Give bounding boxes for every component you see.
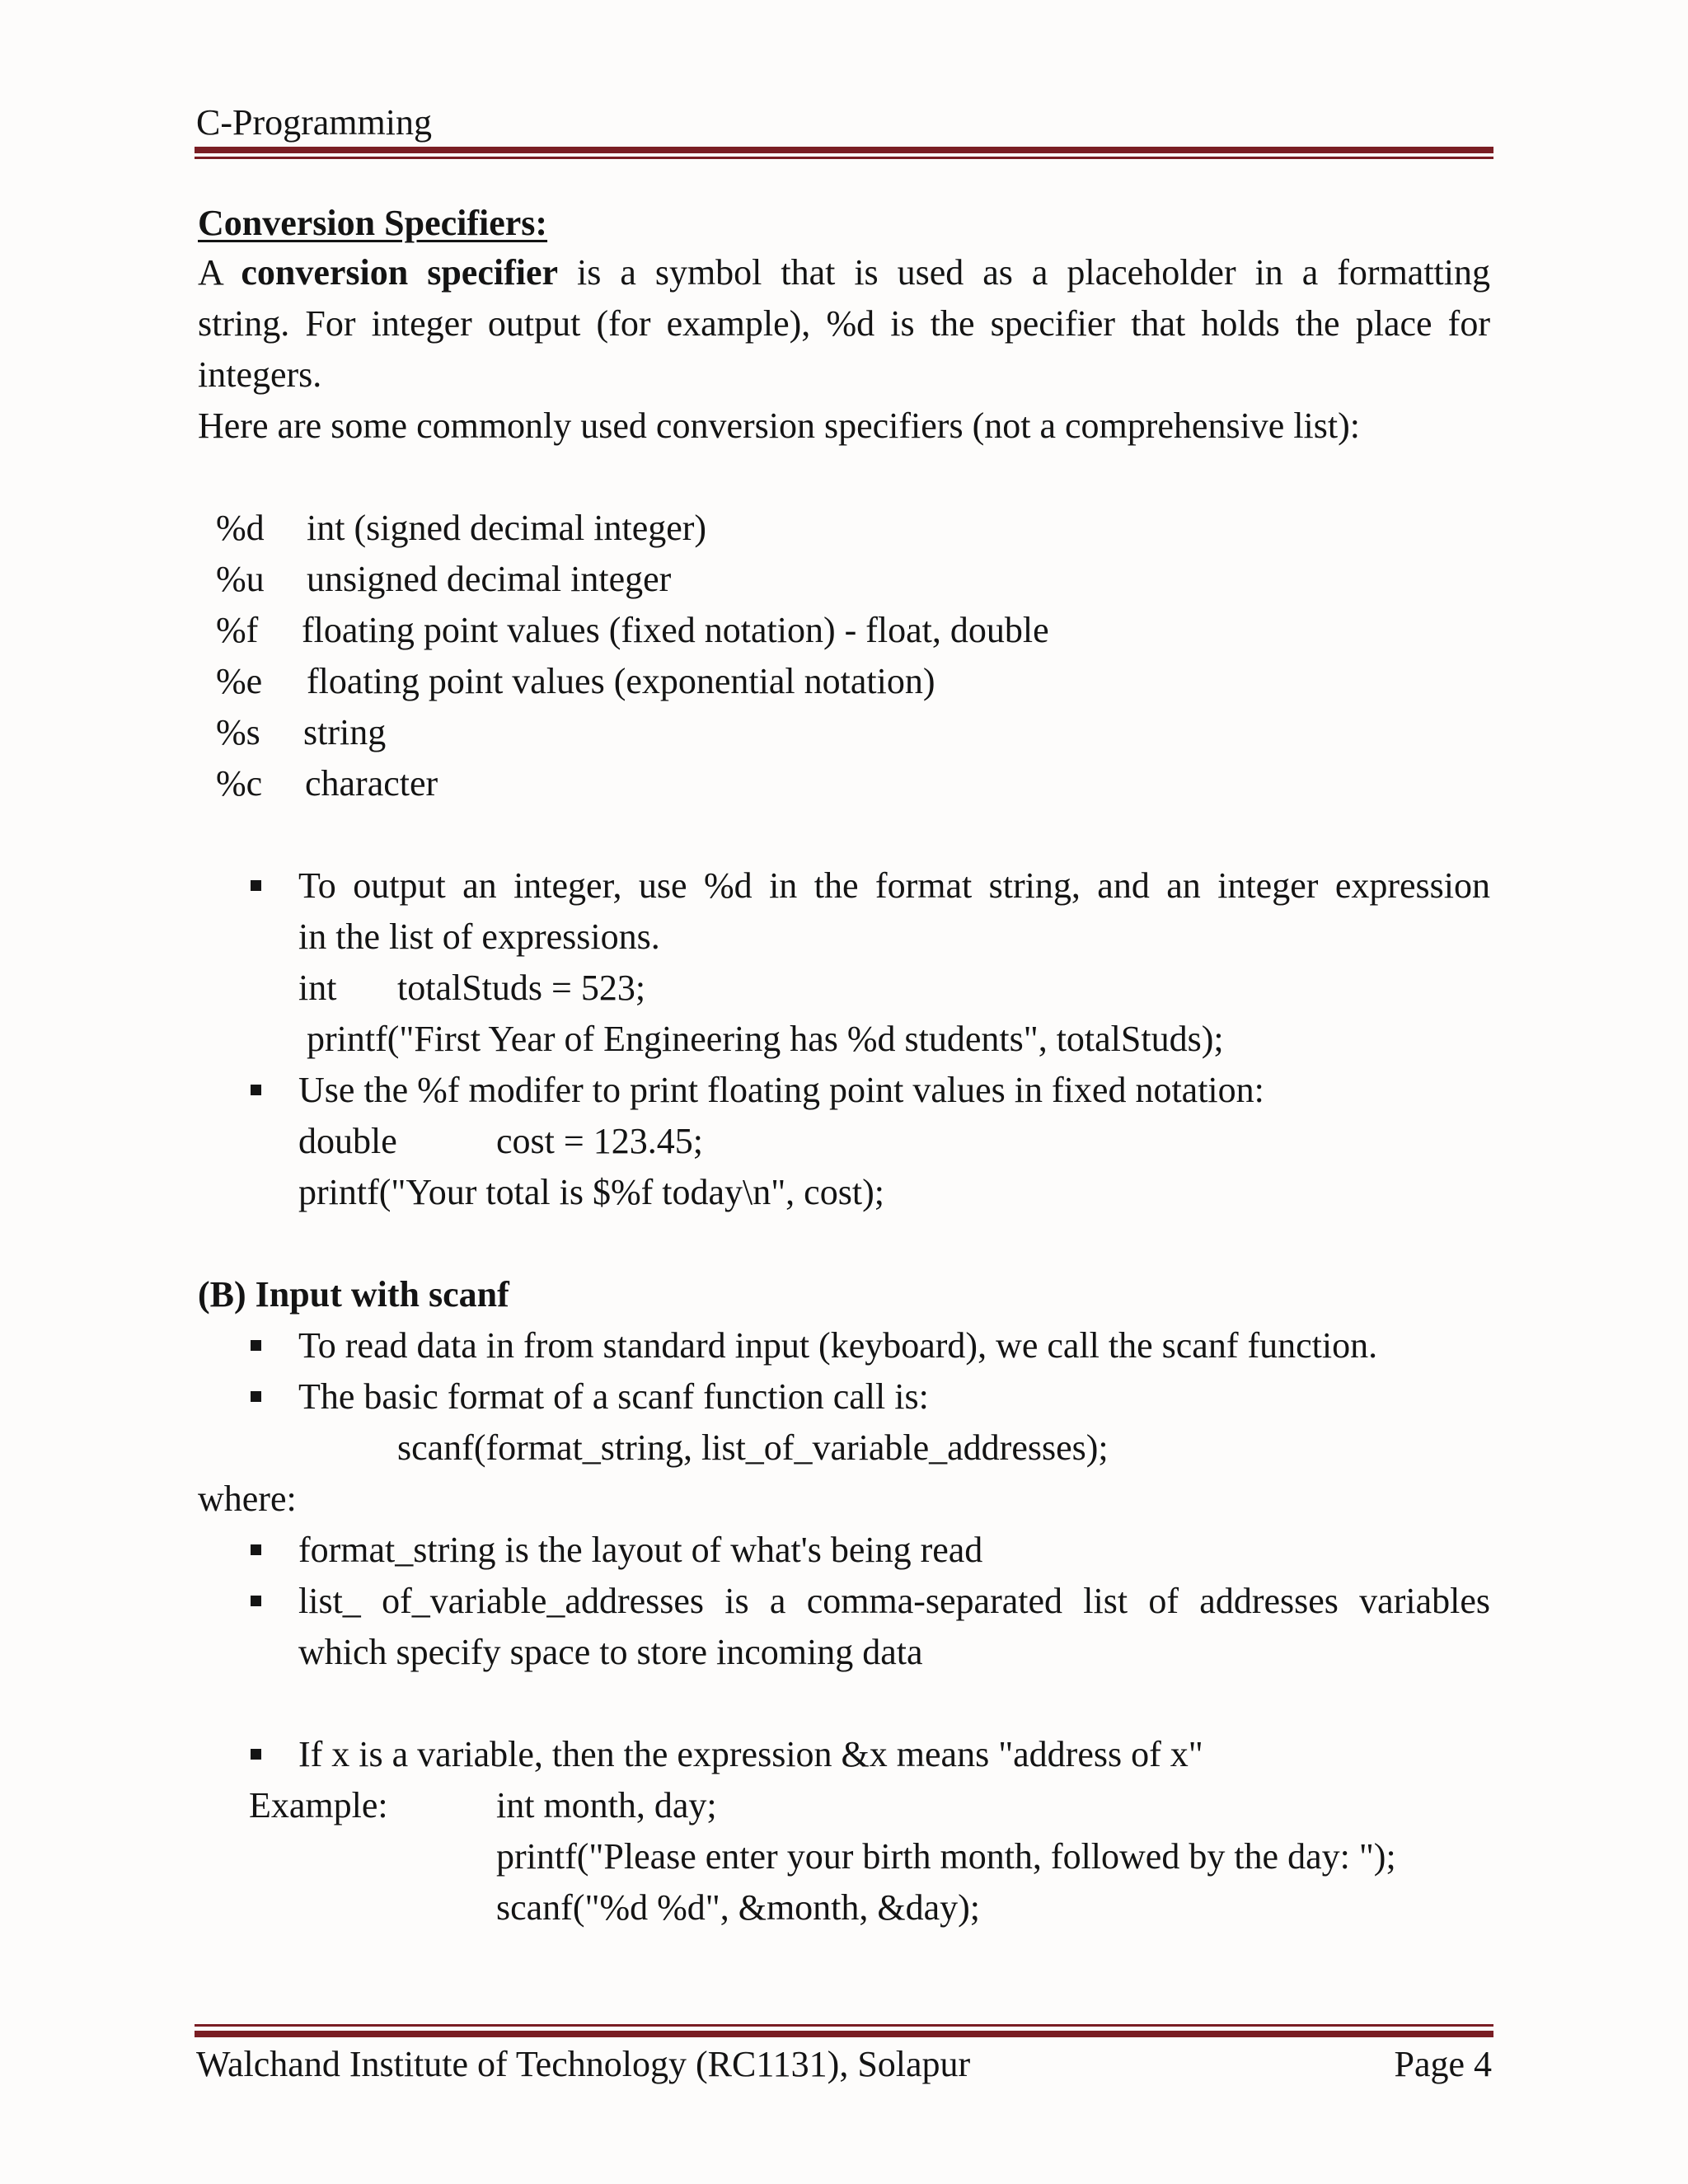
bullet-square-icon	[251, 1596, 261, 1606]
code-scanf-format: scanf(format_string, list_of_variable_addresses);	[397, 1427, 1109, 1468]
where-label: where:	[198, 1479, 297, 1519]
scanf-bullet-1: To read data in from standard input (keyboard), we call the scanf function.	[298, 1325, 1378, 1366]
specifier-desc: int (signed decimal integer)	[307, 508, 707, 548]
scanf-bullet-2: The basic format of a scanf function call is:	[298, 1376, 929, 1417]
bullet-square-icon	[251, 1544, 261, 1555]
bullet-square-icon	[251, 1340, 261, 1351]
output-bullet-1-line-1: To output an integer, use %d in the format string, and an integer expression	[298, 865, 1490, 906]
section-heading-conversion-specifiers: Conversion Specifiers:	[198, 203, 548, 243]
footer-institute: Walchand Institute of Technology (RC1131), Solapur	[196, 2044, 971, 2084]
code-printf-total: printf("Your total is $%f today\n", cost);	[298, 1172, 884, 1212]
bullet-square-icon	[251, 1749, 261, 1760]
specifier-code: %d	[216, 508, 265, 548]
header-rule-thin	[195, 157, 1493, 159]
specifier-code: %s	[216, 712, 260, 752]
example-code-line-1: int month, day;	[496, 1785, 717, 1825]
para-line-4: Here are some commonly used conversion specifiers (not a comprehensive list):	[198, 405, 1360, 446]
scanf-bullet-4-line-1: list_ of_variable_addresses is a comma-separated list of addresses variables	[298, 1581, 1490, 1621]
para-line-3: integers.	[198, 354, 322, 395]
scanf-bullet-3: format_string is the layout of what's being read	[298, 1530, 983, 1570]
specifier-desc: floating point values (fixed notation) - float, double	[302, 610, 1049, 650]
para-line-2: string. For integer output (for example), %d is the specifier that holds the place for	[198, 303, 1490, 344]
header-rule-thick	[195, 147, 1493, 153]
header-title: C-Programming	[196, 102, 432, 143]
specifier-desc: string	[303, 712, 387, 752]
specifier-desc: unsigned decimal integer	[307, 559, 672, 599]
example-label: Example:	[249, 1785, 388, 1825]
para-line-1: A conversion specifier is a symbol that is used as a placeholder in a formatting	[198, 252, 1491, 293]
example-code-line-3: scanf("%d %d", &month, &day);	[496, 1887, 981, 1928]
bullet-square-icon	[251, 1085, 261, 1095]
section-heading-input-scanf: (B) Input with scanf	[198, 1274, 509, 1315]
specifier-desc: floating point values (exponential notation)	[307, 661, 935, 701]
specifier-code: %c	[216, 763, 263, 804]
specifier-desc: character	[305, 763, 438, 804]
output-bullet-2-line-1: Use the %f modifer to print floating point values in fixed notation:	[298, 1070, 1264, 1110]
scanf-bullet-4-line-2: which specify space to store incoming data	[298, 1632, 923, 1672]
specifier-code: %f	[216, 610, 259, 650]
specifier-code: %u	[216, 559, 265, 599]
footer-page-number: Page 4	[1394, 2044, 1492, 2084]
footer-rule-thick	[195, 2031, 1493, 2037]
code-int-keyword: int	[298, 968, 337, 1008]
code-double-declaration: cost = 123.45;	[496, 1121, 703, 1161]
example-code-line-2: printf("Please enter your birth month, followed by the day: ");	[496, 1836, 1396, 1877]
specifier-code: %e	[216, 661, 263, 701]
output-bullet-1-line-2: in the list of expressions.	[298, 916, 660, 957]
code-printf-students: printf("First Year of Engineering has %d students", totalStuds);	[307, 1019, 1224, 1059]
bullet-square-icon	[251, 1391, 261, 1402]
code-int-declaration: totalStuds = 523;	[397, 968, 646, 1008]
code-double-keyword: double	[298, 1121, 397, 1161]
scanf-bullet-5: If x is a variable, then the expression &x means "address of x"	[298, 1734, 1203, 1774]
bullet-square-icon	[251, 880, 261, 891]
footer-rule-thin	[195, 2024, 1493, 2027]
